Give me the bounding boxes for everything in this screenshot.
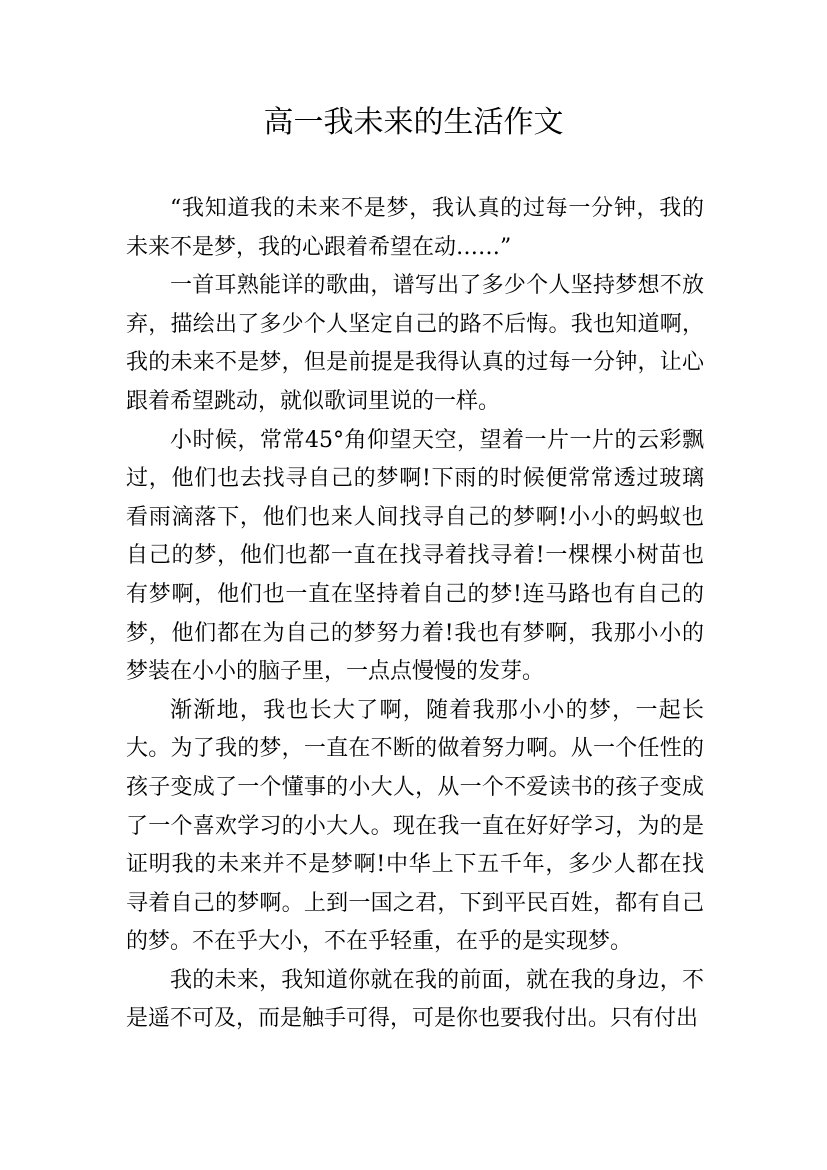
paragraph-3: 小时候，常常45°角仰望天空，望着一片一片的云彩飘过，他们也去找寻自己的梦啊!下雨的时候便常常透过玻璃看雨滴落下，他们也来人间找寻自己的梦啊!小小的蚂蚁也自己的梦，他们也都一直在找寻着找寻着!一棵棵小树苗也有梦啊，他们也一直在坚持着自己的梦!连马路也有自己的梦，他们都在为自己的梦努力着!我也有梦啊，我那小小的梦装在小小的脑子里，一点点慢慢的发芽。 xyxy=(126,427,704,685)
paragraph-1: “我知道我的未来不是梦，我认真的过每一分钟，我的未来不是梦，我的心跟着希望在动……” xyxy=(126,196,704,260)
paragraph-2: 一首耳熟能详的歌曲，谱写出了多少个人坚持梦想不放弃，描绘出了多少个人坚定自己的路不后悔。我也知道啊，我的未来不是梦，但是前提是我得认真的过每一分钟，让心跟着希望跳动，就似歌词里说的一样。 xyxy=(126,273,704,414)
document-body xyxy=(126,190,704,1039)
document-title: 高一我未来的生活作文 xyxy=(263,105,564,140)
paragraph-4: 渐渐地，我也长大了啊，随着我那小小的梦，一起长大。为了我的梦，一直在不断的做着努力啊。从一个任性的孩子变成了一个懂事的小大人，从一个不爱读书的孩子变成了一个喜欢学习的小大人。现在我一直在好好学习，为的是证明我的未来并不是梦啊!中华上下五千年，多少人都在找寻着自己的梦啊。上到一国之君，下到平民百姓，都有自己的梦。不在乎大小，不在乎轻重，在乎的是实现梦。 xyxy=(126,697,704,955)
paragraph-5: 我的未来，我知道你就在我的前面，就在我的身边，不是遥不可及，而是触手可得，可是你也要我付出。只有付出 xyxy=(126,967,704,1032)
